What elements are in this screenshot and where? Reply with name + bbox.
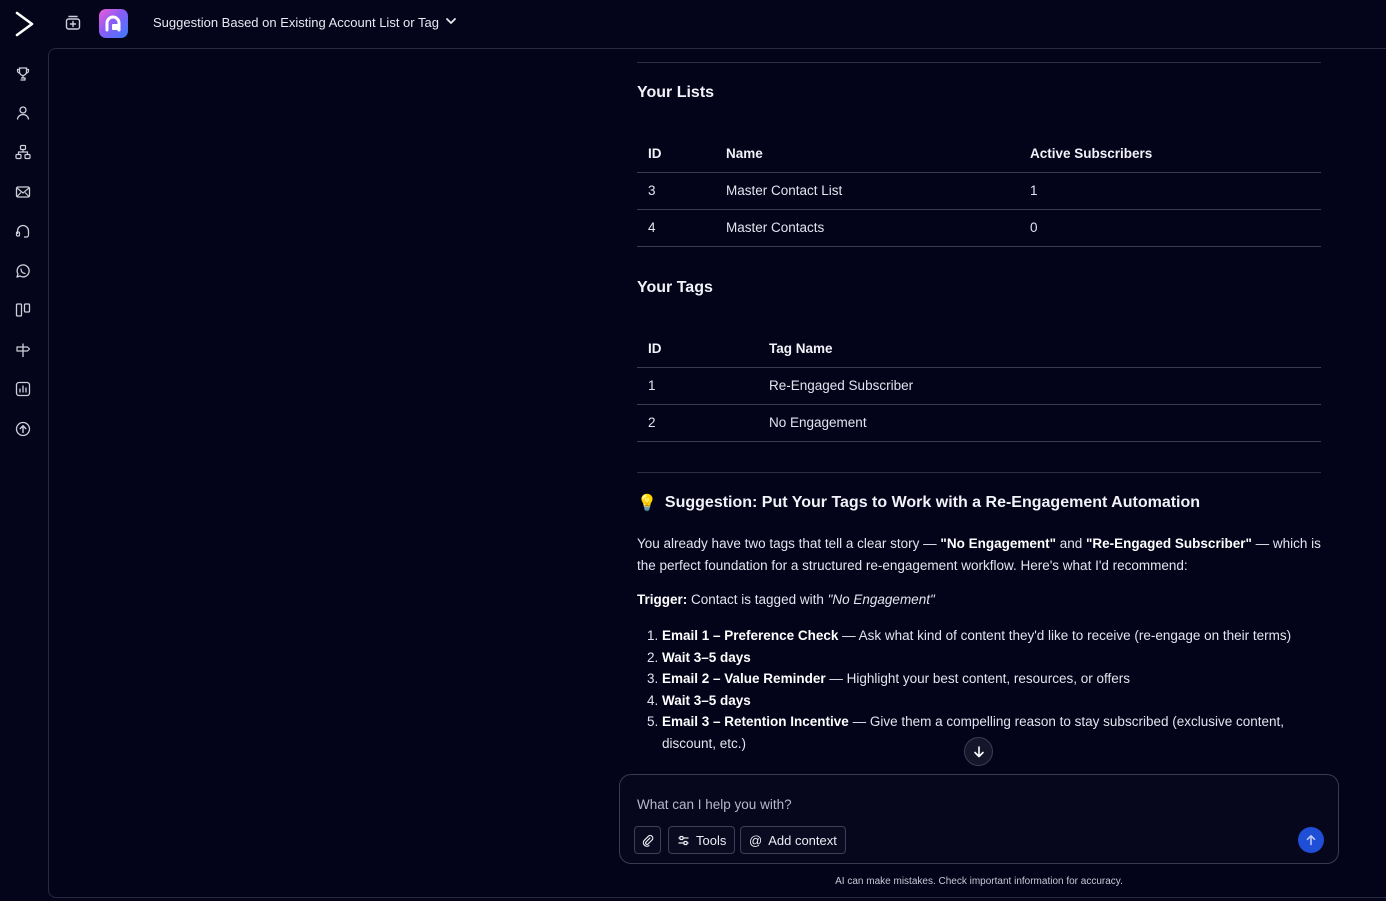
top-bar: [0, 0, 1386, 48]
ai-disclaimer: AI can make mistakes. Check important information for accuracy.: [835, 876, 1123, 887]
trigger-text: Contact is tagged with: [687, 592, 828, 607]
list-subscribers-cell: 0: [1019, 209, 1321, 246]
column-header: ID: [637, 331, 758, 367]
list-id-cell: 3: [637, 172, 715, 209]
kanban-icon[interactable]: [13, 300, 33, 320]
divider: [637, 62, 1321, 63]
add-context-label: Add context: [768, 832, 837, 848]
paperclip-icon: [641, 834, 654, 847]
app-logo-icon[interactable]: [99, 9, 128, 38]
intro-text: You already have two tags that tell a clear story —: [637, 536, 941, 551]
tag-re-engaged: "Re-Engaged Subscriber": [1086, 536, 1252, 551]
step-text: — Give them a compelling reason to stay subscribed (exclusive content, discount, etc.): [662, 714, 1285, 751]
chevron-down-icon: [445, 15, 457, 30]
attach-button[interactable]: [634, 826, 661, 854]
send-button[interactable]: [1298, 827, 1324, 853]
trigger-label: Trigger:: [637, 592, 688, 607]
list-id-cell: 4: [637, 209, 715, 246]
lightbulb-icon: 💡: [637, 495, 657, 512]
lists-heading: Your Lists: [637, 84, 715, 101]
conversation-title-dropdown[interactable]: [153, 15, 457, 30]
whatsapp-icon[interactable]: [13, 261, 33, 281]
scroll-to-bottom-button[interactable]: [964, 737, 993, 766]
at-sign-icon: @: [749, 832, 763, 848]
intro-text: — which is the perfect foundation for a structured re-engagement workflow. Here's what I'd recommend:: [637, 536, 1321, 573]
tag-id-cell: 1: [637, 367, 758, 404]
suggestion-title: Suggestion: Put Your Tags to Work with a Re-Engagement Automation: [664, 494, 1201, 511]
table-header-row: [637, 331, 1321, 367]
step-title: Email 1 – Preference Check: [662, 628, 839, 643]
list-name-cell: Master Contacts: [715, 209, 1019, 246]
new-chat-icon[interactable]: [64, 14, 82, 32]
signpost-icon[interactable]: [13, 340, 33, 360]
message-composer: [619, 774, 1339, 864]
support-chat-icon[interactable]: [13, 221, 33, 241]
column-header: ID: [637, 136, 715, 172]
list-name-cell: Master Contact List: [715, 172, 1019, 209]
tags-table: [637, 331, 1321, 442]
step-text: — Ask what kind of content they'd like to receive (re-engage on their terms): [838, 628, 1292, 643]
sliders-icon: [677, 834, 690, 847]
tag-name-cell: Re-Engaged Subscriber: [758, 367, 1321, 404]
tools-button[interactable]: [668, 826, 735, 854]
tools-label: Tools: [696, 832, 727, 848]
table-row: [637, 209, 1321, 246]
tag-id-cell: 2: [637, 404, 758, 441]
person-icon[interactable]: [13, 103, 33, 123]
table-row: [637, 404, 1321, 441]
tags-heading: Your Tags: [637, 279, 713, 296]
workflow-steps: [637, 625, 1307, 754]
trigger-tag: "No Engagement": [827, 592, 935, 607]
arrow-down-icon: [972, 745, 986, 759]
table-row: [637, 172, 1321, 209]
arrow-up-icon: [1305, 834, 1317, 846]
divider: [637, 472, 1321, 473]
step-text: — Highlight your best content, resources, or offers: [825, 671, 1130, 686]
brand-logo-icon[interactable]: [12, 10, 38, 38]
list-item: [662, 690, 1307, 712]
conversation-title: Suggestion Based on Existing Account List or Tag: [153, 15, 439, 30]
step-title: Email 2 – Value Reminder: [662, 671, 826, 686]
column-header: Active Subscribers: [1019, 136, 1321, 172]
message-input[interactable]: [637, 793, 1277, 815]
list-item: [662, 668, 1307, 690]
column-header: Tag Name: [758, 331, 1321, 367]
sidebar-nav: [0, 48, 48, 901]
list-item: [662, 647, 1307, 669]
mail-icon[interactable]: [13, 182, 33, 202]
add-context-button[interactable]: [740, 826, 846, 854]
tag-name-cell: No Engagement: [758, 404, 1321, 441]
step-title: Email 3 – Retention Incentive: [662, 714, 849, 729]
trophy-icon[interactable]: [13, 64, 33, 84]
report-icon[interactable]: [13, 379, 33, 399]
tag-no-engagement: "No Engagement": [940, 536, 1056, 551]
suggestion-heading: [637, 493, 1200, 513]
table-row: [637, 367, 1321, 404]
table-header-row: [637, 136, 1321, 172]
lists-table: [637, 136, 1321, 247]
step-title: Wait 3–5 days: [662, 692, 751, 708]
suggestion-intro: [637, 533, 1321, 577]
step-title: Wait 3–5 days: [662, 649, 751, 665]
upload-circle-icon[interactable]: [13, 419, 33, 439]
trigger-line: [637, 589, 1321, 611]
list-item: [662, 625, 1307, 647]
intro-text: and: [1055, 536, 1087, 551]
column-header: Name: [715, 136, 1019, 172]
list-subscribers-cell: 1: [1019, 172, 1321, 209]
hierarchy-icon[interactable]: [13, 142, 33, 162]
